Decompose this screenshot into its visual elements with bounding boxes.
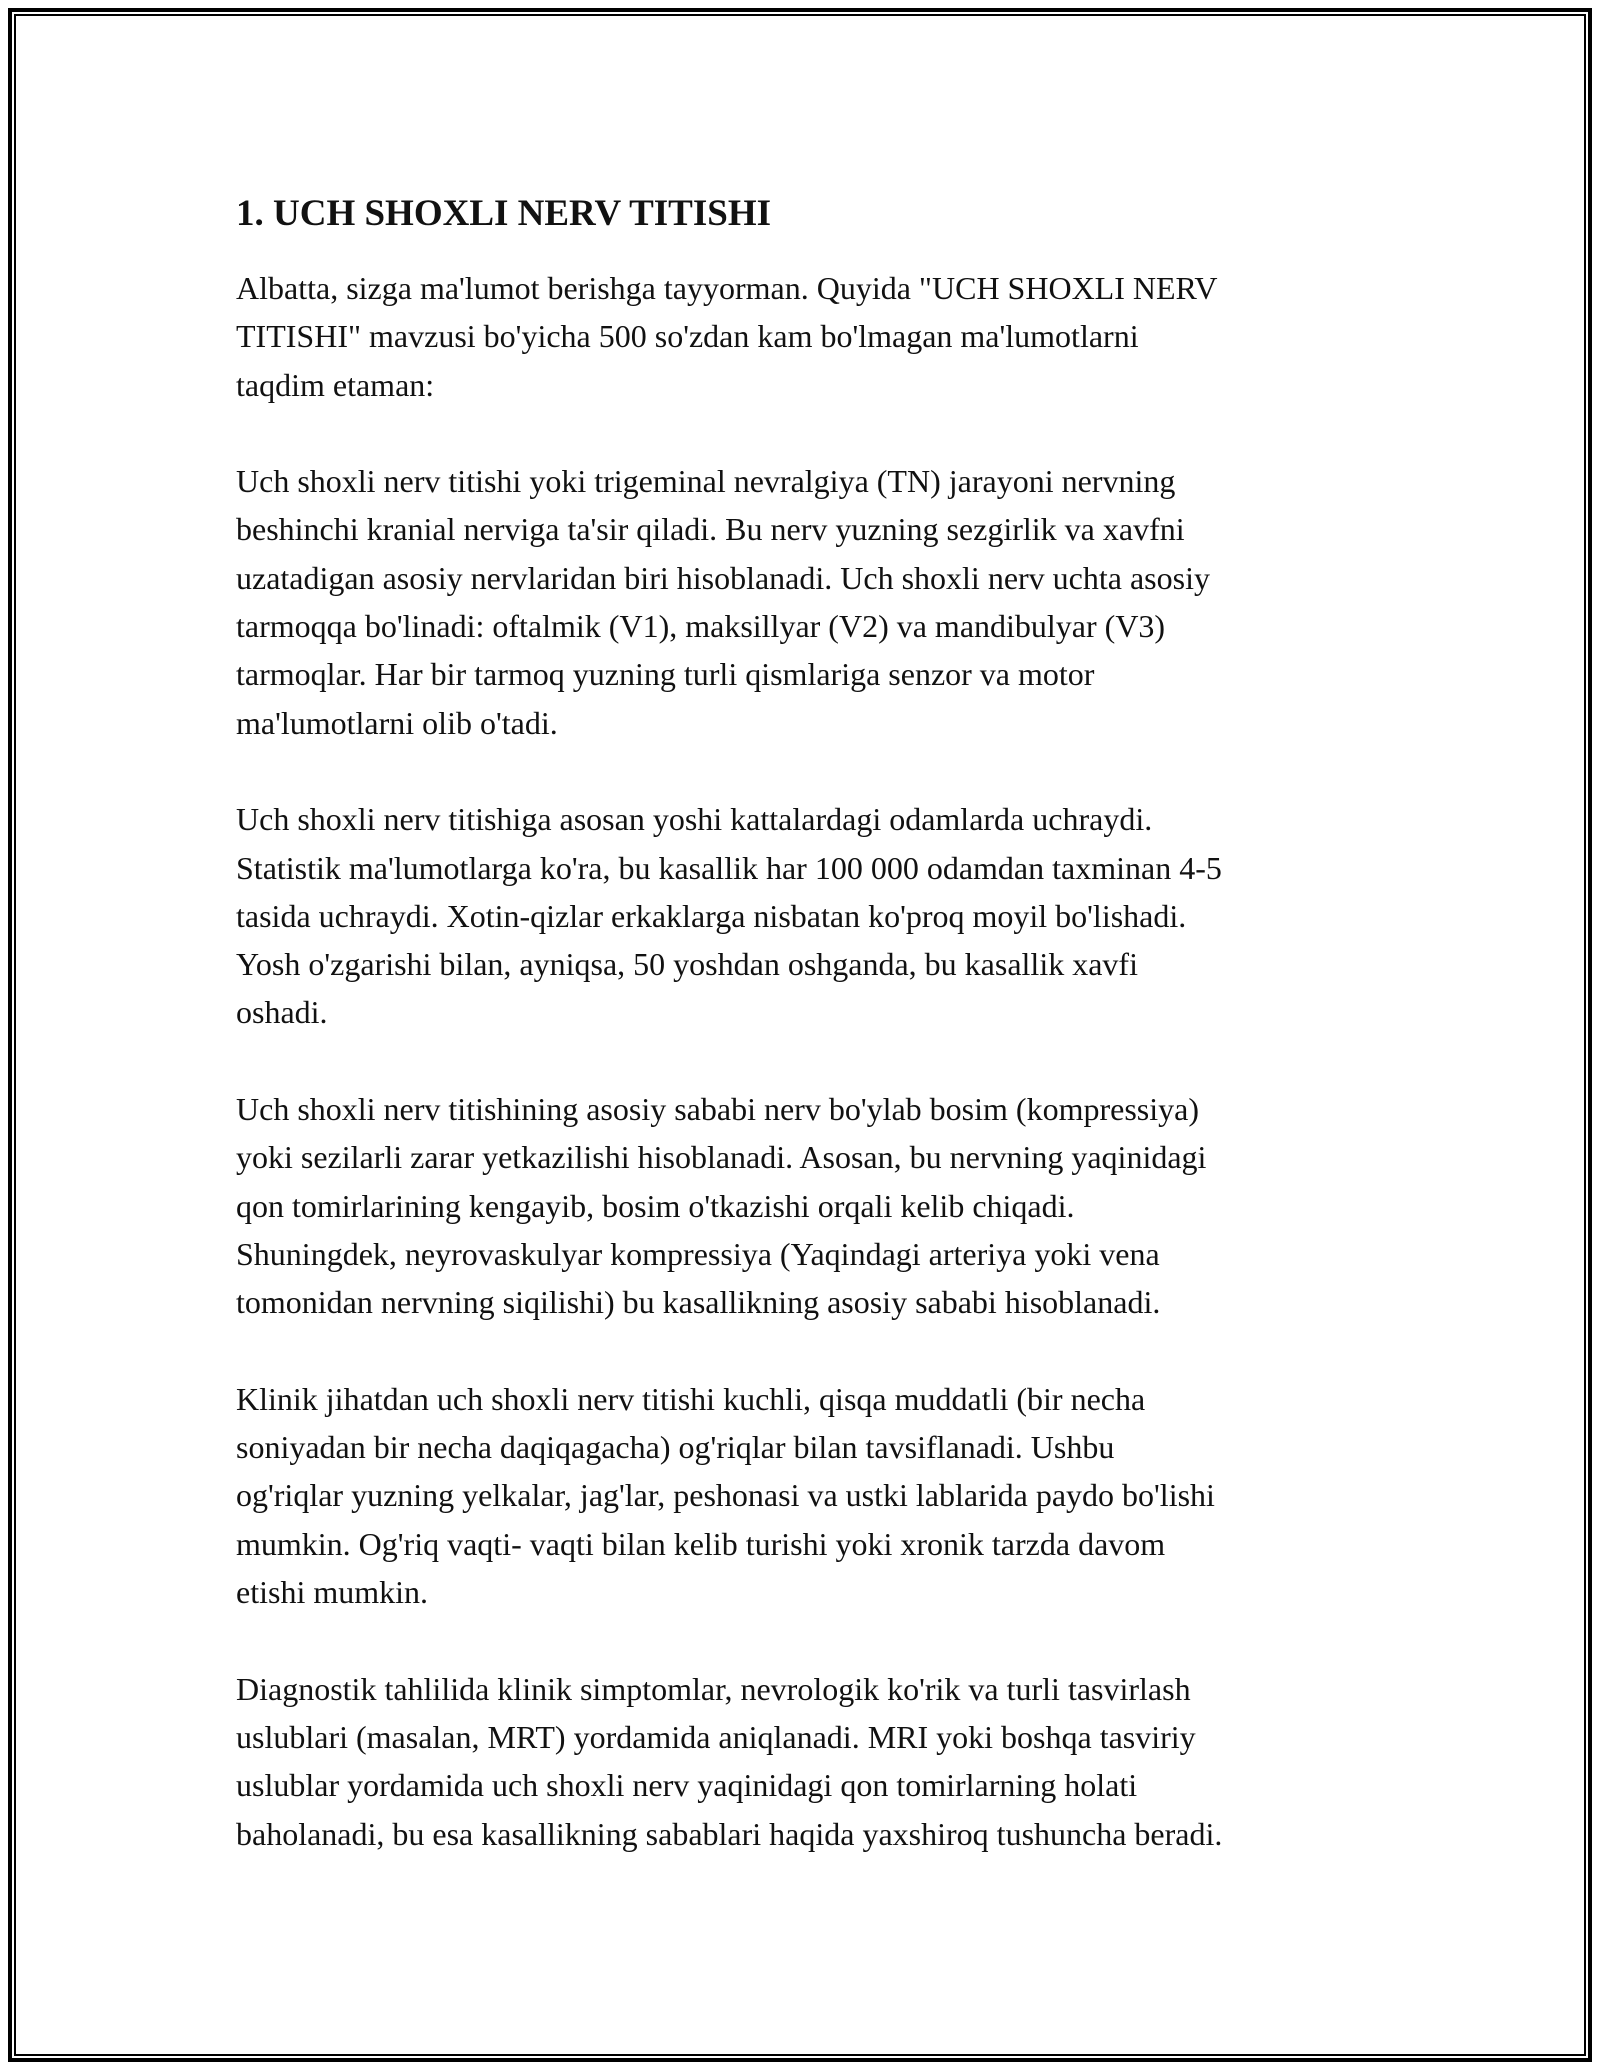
paragraph-epidemiology: Uch shoxli nerv titishiga asosan yoshi kattalardagi odamlarda uchraydi. Statistik ma'lumotlarga ko'ra, bu kasallik har 100 000 odamdan taxminan 4-5 tasida uchraydi. Xotin-qizlar erkaklarga nisbatan ko'proq moyil bo'lishadi. Yosh o'zgarishi bilan, ayniqsa, 50 yoshdan oshganda, bu kasallik xavfi oshadi. — [236, 801, 1222, 1031]
document-heading: 1. UCH SHOXLI NERV TITISHI — [236, 193, 772, 234]
document-body — [236, 188, 1386, 1906]
paragraph-intro: Albatta, sizga ma'lumot berishga tayyorman. Quyida "UCH SHOXLI NERV TITISHI" mavzusi bo'yicha 500 so'zdan kam bo'lmagan ma'lumotlarni taqdim etaman: — [236, 270, 1218, 403]
paragraph-clinical: Klinik jihatdan uch shoxli nerv titishi kuchli, qisqa muddatli (bir necha soniyadan bir necha daqiqagacha) og'riqlar bilan tavsiflanadi. Ushbu og'riqlar yuzning yelkalar, jag'lar, peshonasi va ustki lablarida paydo bo'lishi mumkin. Og'riq vaqti- vaqti bilan kelib turishi yoki xronik tarzda davom etishi mumkin. — [236, 1380, 1215, 1611]
paragraph-diagnostics: Diagnostik tahlilida klinik simptomlar, nevrologik ko'rik va turli tasvirlash uslublari (masalan, MRT) yordamida aniqlanadi. MRI yoki boshqa tasviriy uslublar yordamida uch shoxli nerv yaqinidagi qon tomirlarning holati baholanadi, bu esa kasallikning sabablari haqida yaxshiroq tushuncha beradi. — [236, 1670, 1223, 1852]
paragraph-definition: Uch shoxli nerv titishi yoki trigeminal nevralgiya (TN) jarayoni nervning beshinchi kranial nerviga ta'sir qiladi. Bu nerv yuzning sezgirlik va xavfni uzatadigan asosiy nervlaridan biri hisoblanadi. Uch shoxli nerv uchta asosiy tarmoqqa bo'linadi: oftalmik (V1), maksillyar (V2) va mandibulyar (V3) tarmoqlar. Har bir tarmoq yuzning turli qismlariga senzor va motor ma'lumotlarni olib o'tadi. — [236, 463, 1210, 741]
paragraph-causes: Uch shoxli nerv titishining asosiy sababi nerv bo'ylab bosim (kompressiya) yoki sezilarli zarar yetkazilishi hisoblanadi. Asosan, bu nervning yaqinidagi qon tomirlarining kengayib, bosim o'tkazishi orqali kelib chiqadi. Shuningdek, neyrovaskulyar kompressiya (Yaqindagi arteriya yoki vena tomonidan nervning siqilishi) bu kasallikning asosiy sababi hisoblanadi. — [236, 1091, 1207, 1321]
